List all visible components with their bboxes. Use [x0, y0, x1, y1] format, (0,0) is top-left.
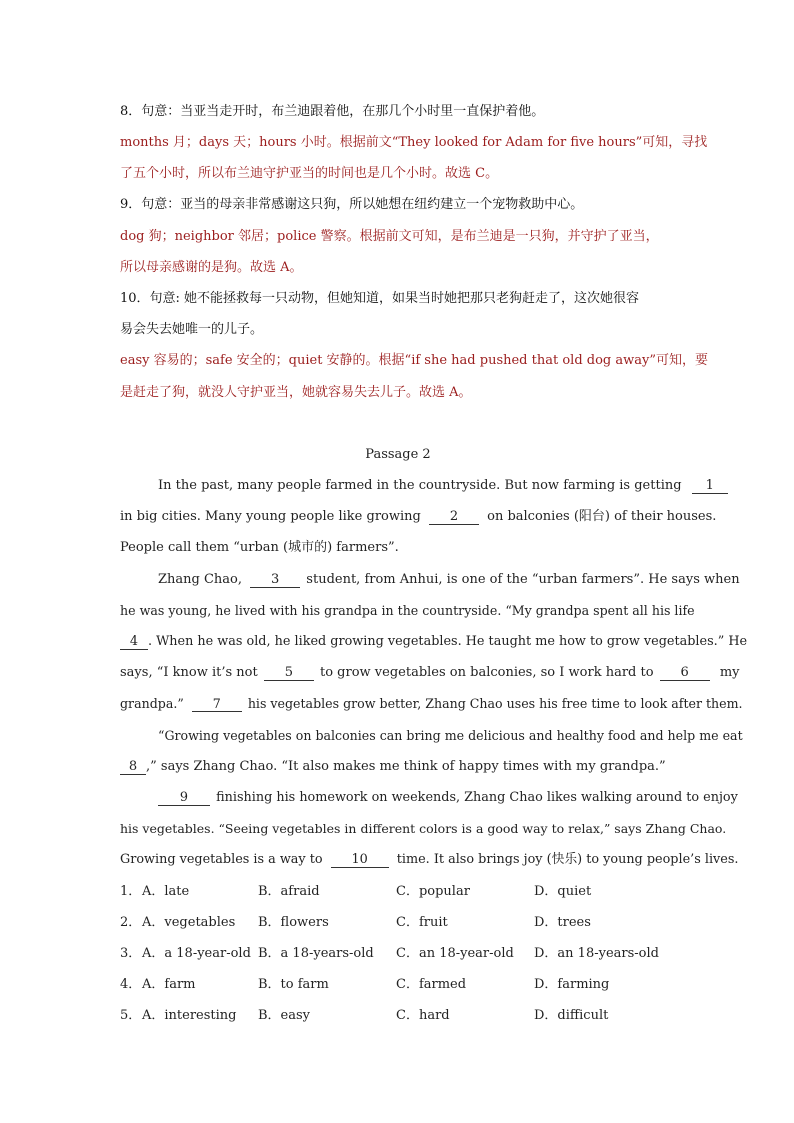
option-c[interactable]: C．popular	[396, 884, 470, 899]
option-c[interactable]: C．hard	[396, 1008, 450, 1023]
passage-line	[120, 664, 740, 682]
blank-9: 9	[158, 791, 210, 806]
option-a[interactable]: A．interesting	[142, 1008, 237, 1023]
q10-translation-line-1: 10．句意: 她不能拯救每一只动物，但她知道，如果当时她把那只老狗赶走了，这次她很容	[120, 291, 640, 306]
blank-6: 6	[660, 666, 710, 681]
option-a[interactable]: A．vegetables	[142, 915, 236, 930]
blank-1: 1	[692, 479, 728, 494]
option-row	[120, 914, 676, 932]
passage-line: his vegetables. “Seeing vegetables in different colors is a good way to relax,” says Zhang Chao.	[120, 821, 727, 836]
passage-text: student, from Anhui, is one of the “urban farmers”. He says when	[306, 572, 740, 587]
passage-text: Zhang Chao,	[158, 572, 243, 587]
passage-text: my	[719, 665, 740, 680]
passage-text: In the past, many people farmed in the countryside. But now farming is getting	[158, 478, 682, 493]
passage-line: he was young, he lived with his grandpa in the countryside. “My grandpa spent all his life	[120, 603, 695, 618]
q8-translation: 8．句意：当亚当走开时，布兰迪跟着他，在那几个小时里一直保护着他。	[120, 104, 545, 119]
passage-line	[120, 727, 743, 745]
passage-text: “Growing vegetables on balconies can bring me delicious and healthy food and help me eat	[158, 728, 743, 743]
q9-translation: 9．句意：亚当的母亲非常感谢这只狗，所以她想在纽约建立一个宠物救助中心。	[120, 197, 584, 212]
option-d[interactable]: D．difficult	[534, 1008, 609, 1023]
passage-line	[120, 851, 739, 869]
option-row	[120, 1007, 676, 1025]
passage-text: finishing his homework on weekends, Zhang Chao likes walking around to enjoy	[216, 790, 738, 805]
blank-2: 2	[429, 510, 479, 525]
blank-5: 5	[264, 666, 314, 681]
passage-text: ,” says Zhang Chao. “It also makes me think of happy times with my grandpa.”	[146, 759, 666, 774]
passage-line	[120, 695, 743, 713]
passage-text: time. It also brings joy (快乐) to young people’s lives.	[396, 852, 739, 867]
passage-text: grandpa.”	[120, 696, 184, 711]
q9-explanation-line-1: dog 狗；neighbor 邻居；police 警察。根据前文可知，是布兰迪是一只狗，并守护了亚当，	[120, 229, 659, 244]
passage-text: in big cities. Many young people like growing	[120, 509, 421, 524]
option-d[interactable]: D．an 18-years-old	[534, 946, 659, 961]
option-b[interactable]: B．easy	[258, 1008, 311, 1023]
passage-line	[120, 789, 738, 807]
blank-7: 7	[192, 697, 242, 712]
passage-line	[120, 508, 717, 526]
option-a[interactable]: A．late	[142, 884, 190, 899]
option-a[interactable]: A．farm	[142, 977, 196, 992]
option-b[interactable]: B．afraid	[258, 884, 320, 899]
passage-line	[120, 477, 714, 495]
q9-explanation-line-2: 所以母亲感谢的是狗。故选 A。	[120, 260, 303, 275]
passage-line	[120, 571, 740, 589]
q8-explanation-line-2: 了五个小时，所以布兰迪守护亚当的时间也是几个小时。故选 C。	[120, 166, 499, 181]
passage-title: Passage 2	[365, 447, 431, 462]
option-c[interactable]: C．fruit	[396, 915, 448, 930]
blank-10: 10	[331, 853, 389, 868]
passage-line	[120, 633, 748, 651]
blank-8: 8	[120, 760, 146, 775]
question-number: 2．	[120, 915, 142, 930]
passage-line: People call them “urban (城市的) farmers”.	[120, 540, 399, 555]
q8-explanation-line-1: months 月；days 天；hours 小时。根据前文“They looked for Adam for five hours”可知，寻找	[120, 135, 708, 150]
option-a[interactable]: A．a 18-year-old	[142, 946, 251, 961]
q10-explanation-line-1: easy 容易的；safe 安全的；quiet 安静的。根据“if she had pushed that old dog away”可知，要	[120, 353, 708, 368]
q10-translation-line-2: 易会失去她唯一的儿子。	[120, 322, 264, 337]
option-b[interactable]: B．to farm	[258, 977, 329, 992]
option-row	[120, 945, 676, 963]
option-b[interactable]: B．flowers	[258, 915, 329, 930]
option-c[interactable]: C．an 18-year-old	[396, 946, 514, 961]
option-d[interactable]: D．trees	[534, 915, 591, 930]
q10-explanation-line-2: 是赶走了狗，就没人守护亚当，她就容易失去儿子。故选 A。	[120, 385, 472, 400]
question-number: 3．	[120, 946, 142, 961]
option-d[interactable]: D．quiet	[534, 884, 592, 899]
passage-text: Growing vegetables is a way to	[120, 852, 323, 867]
option-row	[120, 883, 676, 901]
question-number: 5．	[120, 1008, 142, 1023]
option-c[interactable]: C．farmed	[396, 977, 467, 992]
passage-text: on balconies (阳台) of their houses.	[487, 509, 717, 524]
option-row	[120, 976, 676, 994]
blank-4: 4	[120, 635, 148, 650]
blank-3: 3	[250, 573, 300, 588]
question-number: 1．	[120, 884, 142, 899]
passage-text: his vegetables grow better, Zhang Chao uses his free time to look after them.	[247, 696, 743, 711]
option-b[interactable]: B．a 18-years-old	[258, 946, 374, 961]
passage-line	[120, 758, 676, 776]
passage-text: says, “I know it’s not	[120, 665, 258, 680]
passage-text: . When he was old, he liked growing vegetables. He taught me how to grow vegetables.” He	[148, 634, 748, 649]
question-number: 4．	[120, 977, 142, 992]
option-d[interactable]: D．farming	[534, 977, 610, 992]
passage-text: to grow vegetables on balconies, so I work hard to	[319, 665, 654, 680]
